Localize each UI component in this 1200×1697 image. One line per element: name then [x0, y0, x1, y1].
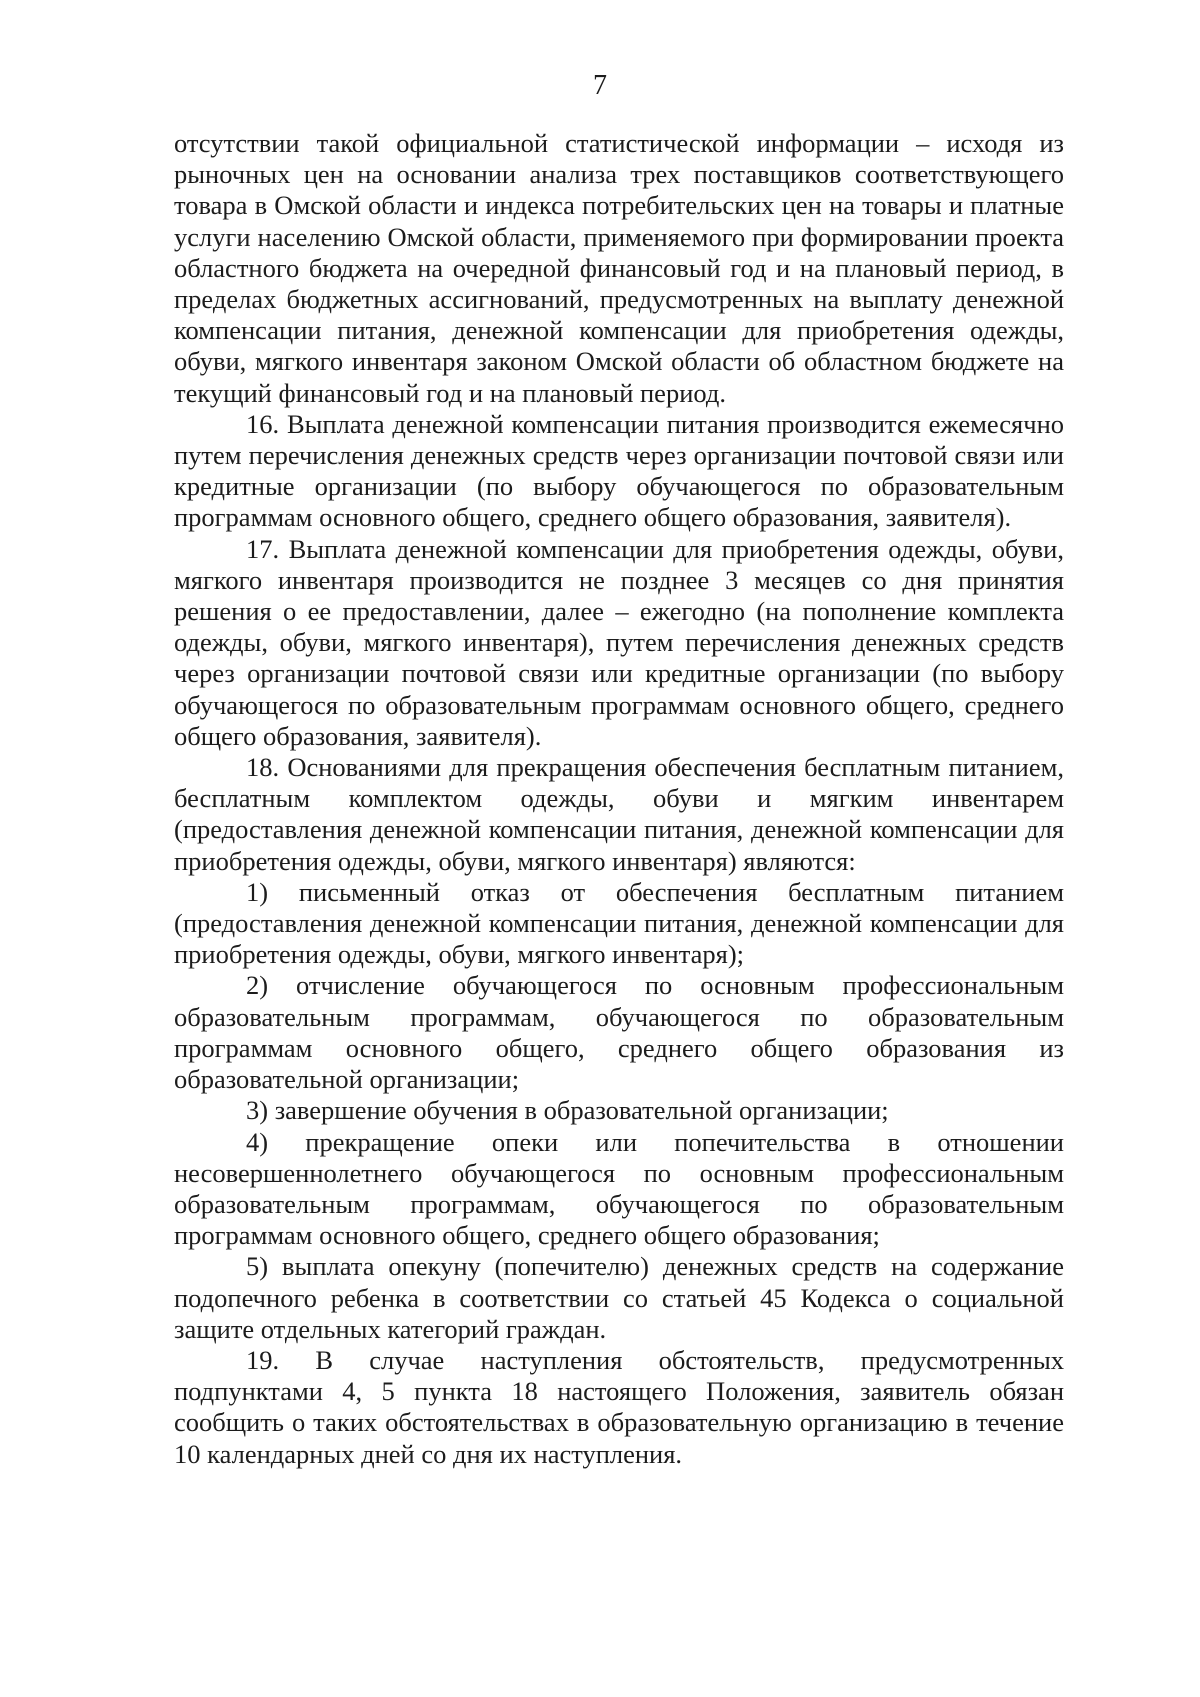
paragraph-19: 19. В случае наступления обстоятельств, предусмотренных подпунктами 4, 5 пункта 18 настоящего Положения, заявитель обязан сообщить о таких обстоятельствах в образовательную организацию в течение 10 календарных дней со дня их наступления.: [174, 1344, 1064, 1469]
paragraph-18-item-1: 1) письменный отказ от обеспечения бесплатным питанием (предоставления денежной компенсации питания, денежной компенсации для приобретения одежды, обуви, мягкого инвентаря);: [174, 876, 1064, 970]
paragraph-18-item-5: 5) выплата опекуну (попечителю) денежных средств на содержание подопечного ребенка в соответствии со статьей 45 Кодекса о социальной защите отдельных категорий граждан.: [174, 1251, 1064, 1344]
paragraph-18-item-2: 2) отчисление обучающегося по основным профессиональным образовательным программам, обучающегося по образовательным программам основного общего, среднего общего образования из образовательной организации;: [174, 970, 1064, 1095]
paragraph-18-item-3: 3) завершение обучения в образовательной организации;: [246, 1095, 889, 1126]
document-body: [174, 128, 1064, 1470]
page-number: 7: [593, 70, 607, 101]
paragraph-continuation: отсутствии такой официальной статистической информации – исходя из рыночных цен на основании анализа трех поставщиков соответствующего товара в Омской области и индекса потребительских цен на товары и платные услуги населению Омской области, применяемого при формировании проекта областного бюджета на очередной финансовый год и на плановый период, в пределах бюджетных ассигнований, предусмотренных на выплату денежной компенсации питания, денежной компенсации для приобретения одежды, обуви, мягкого инвентаря законом Омской области об областном бюджете на текущий финансовый год и на плановый период.: [174, 128, 1064, 408]
paragraph-18-item-4: 4) прекращение опеки или попечительства в отношении несовершеннолетнего обучающегося по основным профессиональным образовательным программам, обучающегося по образовательным программам основного общего, среднего общего образования;: [174, 1126, 1064, 1251]
paragraph-18: 18. Основаниями для прекращения обеспечения бесплатным питанием, бесплатным комплектом одежды, обуви и мягким инвентарем (предоставления денежной компенсации питания, денежной компенсации для приобретения одежды, обуви, мягкого инвентаря) являются:: [174, 752, 1064, 876]
paragraph-17: 17. Выплата денежной компенсации для приобретения одежды, обуви, мягкого инвентаря производится не позднее 3 месяцев со дня принятия решения о ее предоставлении, далее – ежегодно (на пополнение комплекта одежды, обуви, мягкого инвентаря), путем перечисления денежных средств через организации почтовой связи или кредитные организации (по выбору обучающегося по образовательным программам основного общего, среднего общего образования, заявителя).: [174, 533, 1064, 751]
paragraph-16: 16. Выплата денежной компенсации питания производится ежемесячно путем перечисления денежных средств через организации почтовой связи или кредитные организации (по выбору обучающегося по образовательным программам основного общего, среднего общего образования, заявителя).: [174, 408, 1064, 533]
